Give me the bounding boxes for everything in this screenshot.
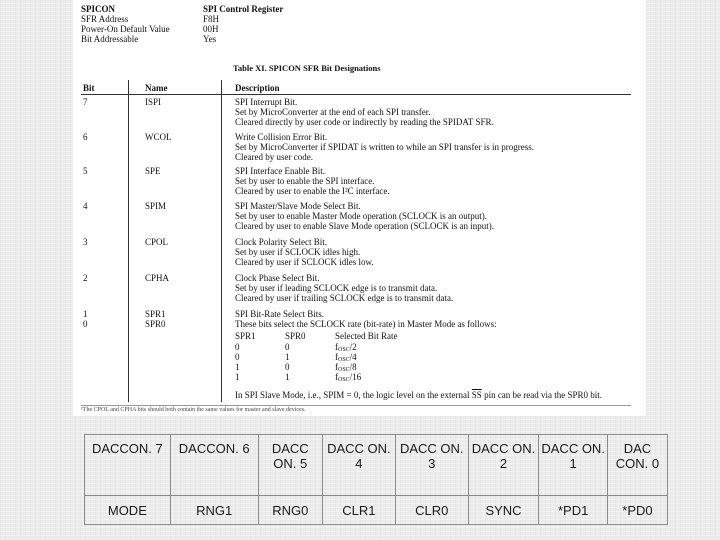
rate-cell: 1: [235, 362, 240, 372]
bit-name: SPIM: [145, 201, 167, 211]
description-line: Cleared by user to enable Slave Mode operation (SCLOCK is an input).: [235, 221, 494, 231]
register-function-cell: *PD1: [539, 496, 608, 525]
bit-name: SPE: [145, 166, 161, 176]
rate-cell: 0: [235, 352, 240, 362]
header-label-default: Power-On Default Value: [81, 24, 170, 34]
slave-mode-note: In SPI Slave Mode, i.e., SPIM = 0, the logic level on the external $\overline{SS}$ pin can be read via the SPR0 bit.: [235, 390, 603, 400]
rate-value: $f_{OSC}/4$: [335, 352, 357, 363]
bit-name: CPHA: [145, 273, 170, 283]
register-function-cell: *PD0: [607, 496, 667, 525]
register-function-cell: SYNC: [468, 496, 539, 525]
register-function-cell: RNG1: [170, 496, 258, 525]
description-line: Set by MicroConverter if SPIDAT is written to while an SPI transfer is in progress.: [235, 142, 535, 152]
header-label-register: SPICON: [81, 4, 116, 14]
footnote: ¹The CPOL and CPHA bits should both contain the same values for master and slave devices.: [81, 407, 306, 413]
bit-number: 2: [83, 273, 88, 283]
table-title: Table XI. SPICON SFR Bit Designations: [233, 63, 381, 73]
column-header-name: Name: [145, 83, 168, 93]
bit-name: WCOL: [145, 132, 172, 142]
header-value-register: SPI Control Register: [203, 4, 284, 14]
header-underline: [81, 94, 631, 95]
bit-number: 4: [83, 201, 88, 211]
bit-number: 0: [83, 319, 88, 329]
rate-cell: 0: [235, 342, 240, 352]
rate-value: $f_{OSC}/16$: [335, 372, 362, 383]
description-line: SPI Interrupt Bit.: [235, 97, 298, 107]
register-bit-row: [85, 435, 668, 496]
description-line: Cleared directly by user code or indirectly by reading the SPIDAT SFR.: [235, 117, 494, 127]
register-bit-cell: DACC ON. 1: [539, 435, 608, 496]
description-line: Clock Polarity Select Bit.: [235, 237, 327, 247]
column-divider-1: [128, 80, 129, 402]
register-function-row: [85, 496, 668, 525]
datasheet-scan: [73, 0, 646, 416]
description-line: Write Collision Error Bit.: [235, 132, 328, 142]
rate-header-rate: Selected Bit Rate: [335, 331, 398, 341]
description-line: Set by MicroConverter at the end of each SPI transfer.: [235, 107, 431, 117]
header-value-addressable: Yes: [203, 34, 217, 44]
description-line: Clock Phase Select Bit.: [235, 273, 320, 283]
column-header-bit: Bit: [83, 83, 95, 93]
register-bit-cell: DAC CON. 0: [607, 435, 667, 496]
description-line: Cleared by user if trailing SCLOCK edge is to transmit data.: [235, 293, 454, 303]
register-function-cell: CLR1: [322, 496, 395, 525]
daccon-register-table: [84, 434, 668, 525]
register-bit-cell: DACC ON. 4: [322, 435, 395, 496]
bit-name: SPR0: [145, 319, 166, 329]
bit-number: 3: [83, 237, 88, 247]
rate-cell: 0: [285, 342, 290, 352]
register-function-cell: CLR0: [395, 496, 468, 525]
rate-cell: 0: [285, 362, 290, 372]
header-label-address: SFR Address: [81, 14, 129, 24]
description-line: Set by user if SCLOCK idles high.: [235, 247, 361, 257]
description-line: Cleared by user to enable the I²C interface.: [235, 186, 390, 196]
rate-cell: 1: [285, 352, 290, 362]
rate-header-spr0: SPR0: [285, 331, 306, 341]
description-line: Set by user to enable the SPI interface.: [235, 176, 375, 186]
bit-number: 5: [83, 166, 88, 176]
description-line: Set by user if leading SCLOCK edge is to transmit data.: [235, 283, 438, 293]
description-line: Cleared by user code.: [235, 152, 313, 162]
bit-number: 7: [83, 97, 88, 107]
bit-name: CPOL: [145, 237, 169, 247]
rate-value: $f_{OSC}/2$: [335, 342, 357, 353]
rate-cell: 1: [235, 372, 240, 382]
register-bit-cell: DACCON. 7: [85, 435, 171, 496]
column-header-description: Description: [235, 83, 280, 93]
header-value-default: 00H: [203, 24, 219, 34]
bit-name: ISPI: [145, 97, 162, 107]
register-bit-cell: DACC ON. 2: [468, 435, 539, 496]
description-line: SPI Bit-Rate Select Bits.: [235, 309, 324, 319]
bit-name: SPR1: [145, 309, 166, 319]
description-line: Cleared by user if SCLOCK idles low.: [235, 257, 374, 267]
register-bit-cell: DACC ON. 5: [258, 435, 322, 496]
rate-header-spr1: SPR1: [235, 331, 256, 341]
description-line: SPI Interface Enable Bit.: [235, 166, 325, 176]
register-function-cell: MODE: [85, 496, 171, 525]
register-bit-cell: DACCON. 6: [170, 435, 258, 496]
register-function-cell: RNG0: [258, 496, 322, 525]
description-line: Set by user to enable Master Mode operation (SCLOCK is an output).: [235, 211, 487, 221]
description-line: SPI Master/Slave Mode Select Bit.: [235, 201, 361, 211]
header-value-address: F8H: [203, 14, 220, 24]
ss-pin-label: $\overline{SS}$: [471, 390, 482, 400]
rate-value: $f_{OSC}/8$: [335, 362, 357, 373]
bit-number: 6: [83, 132, 88, 142]
register-bit-cell: DACC ON. 3: [395, 435, 468, 496]
rate-cell: 1: [285, 372, 290, 382]
bit-number: 1: [83, 309, 88, 319]
header-label-addressable: Bit Addressable: [81, 34, 139, 44]
column-divider-2: [221, 80, 222, 402]
description-line: These bits select the SCLOCK rate (bit-rate) in Master Mode as follows:: [235, 319, 497, 329]
